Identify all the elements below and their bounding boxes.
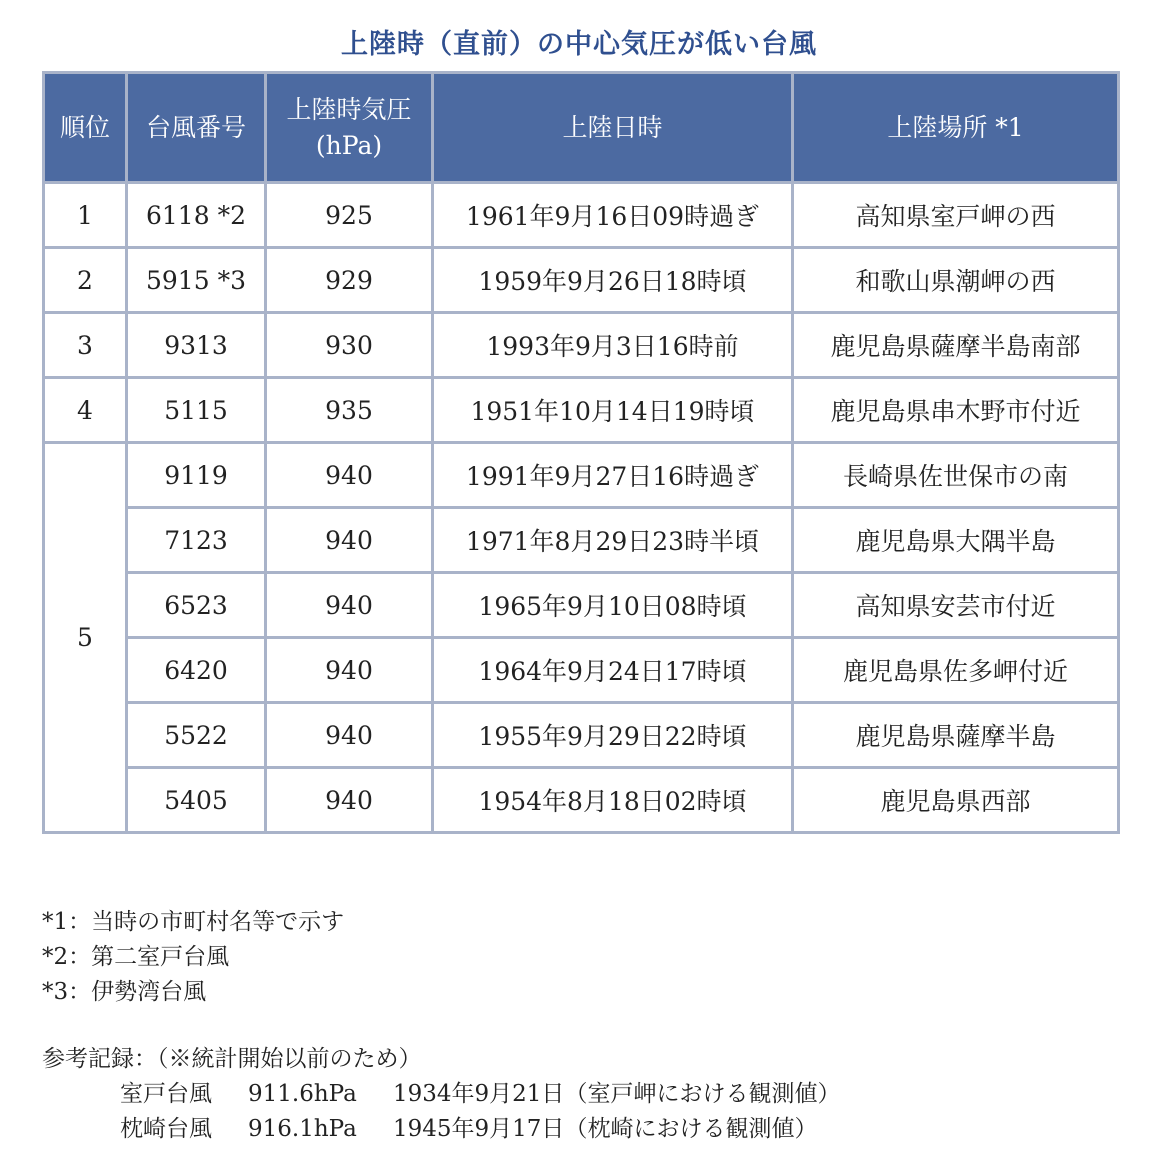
- header-pressure-unit: (hPa): [315, 130, 383, 160]
- datetime-cell: 1965年9月10日08時頃: [433, 573, 793, 638]
- reference-name: 枕崎台風: [120, 1116, 212, 1142]
- reference-item: [42, 1112, 840, 1147]
- datetime-cell: 1959年9月26日18時頃: [433, 248, 793, 313]
- reference-date: 1945年9月17日: [393, 1116, 565, 1142]
- header-rank: 順位: [44, 73, 127, 183]
- rank-cell: 5: [44, 443, 127, 833]
- pressure-cell: 940: [266, 443, 433, 508]
- table-row: [44, 768, 1119, 833]
- datetime-cell: 1971年8月29日23時半頃: [433, 508, 793, 573]
- table-row: [44, 313, 1119, 378]
- header-pressure: [266, 73, 433, 183]
- typhoon-number-cell: 5405: [127, 768, 266, 833]
- reference-date: 1934年9月21日: [393, 1081, 565, 1107]
- table-row: [44, 508, 1119, 573]
- place-cell: 高知県安芸市付近: [793, 573, 1119, 638]
- rank-cell: 1: [44, 183, 127, 248]
- reference-note: （枕崎における観測値）: [564, 1116, 818, 1142]
- footnotes: [42, 905, 344, 1010]
- pressure-cell: 940: [266, 768, 433, 833]
- typhoon-number-cell: 6420: [127, 638, 266, 703]
- rank-cell: 4: [44, 378, 127, 443]
- reference-item: [42, 1077, 840, 1112]
- pressure-cell: 935: [266, 378, 433, 443]
- datetime-cell: 1955年9月29日22時頃: [433, 703, 793, 768]
- datetime-cell: 1964年9月24日17時頃: [433, 638, 793, 703]
- table-row: [44, 638, 1119, 703]
- pressure-cell: 929: [266, 248, 433, 313]
- footnote-1: *1：当時の市町村名等で示す: [42, 909, 345, 935]
- typhoon-number-cell: 9313: [127, 313, 266, 378]
- rank-cell: 2: [44, 248, 127, 313]
- table-row: [44, 183, 1119, 248]
- header-pressure-label: 上陸時気圧: [286, 94, 412, 124]
- place-cell: 鹿児島県薩摩半島: [793, 703, 1119, 768]
- pressure-cell: 930: [266, 313, 433, 378]
- place-cell: 鹿児島県薩摩半島南部: [793, 313, 1119, 378]
- datetime-cell: 1993年9月3日16時前: [433, 313, 793, 378]
- header-landfall-place: 上陸場所 *1: [793, 73, 1119, 183]
- typhoon-number-cell: 5522: [127, 703, 266, 768]
- place-cell: 鹿児島県西部: [793, 768, 1119, 833]
- typhoon-number-cell: 5115: [127, 378, 266, 443]
- page-title: 上陸時（直前）の中心気圧が低い台風: [341, 29, 817, 60]
- place-cell: 和歌山県潮岬の西: [793, 248, 1119, 313]
- place-cell: 鹿児島県佐多岬付近: [793, 638, 1119, 703]
- datetime-cell: 1954年8月18日02時頃: [433, 768, 793, 833]
- reference-pressure: 916.1hPa: [248, 1116, 357, 1142]
- reference-records: [42, 1042, 840, 1147]
- footnote-3: *3：伊勢湾台風: [42, 979, 207, 1005]
- rank-cell: 3: [44, 313, 127, 378]
- reference-name: 室戸台風: [120, 1081, 212, 1107]
- typhoon-number-cell: 5915 *3: [127, 248, 266, 313]
- table-row: [44, 443, 1119, 508]
- header-landfall-datetime: 上陸日時: [433, 73, 793, 183]
- datetime-cell: 1991年9月27日16時過ぎ: [433, 443, 793, 508]
- typhoon-number-cell: 9119: [127, 443, 266, 508]
- typhoon-number-cell: 6118 *2: [127, 183, 266, 248]
- place-cell: 長崎県佐世保市の南: [793, 443, 1119, 508]
- place-cell: 鹿児島県串木野市付近: [793, 378, 1119, 443]
- pressure-cell: 940: [266, 638, 433, 703]
- pressure-cell: 940: [266, 508, 433, 573]
- reference-note: （室戸岬における観測値）: [564, 1081, 841, 1107]
- typhoon-number-cell: 6523: [127, 573, 266, 638]
- reference-heading: 参考記録：（※統計開始以前のため）: [42, 1046, 422, 1072]
- place-cell: 高知県室戸岬の西: [793, 183, 1119, 248]
- reference-pressure: 911.6hPa: [248, 1081, 357, 1107]
- pressure-cell: 925: [266, 183, 433, 248]
- table-row: [44, 248, 1119, 313]
- typhoon-number-cell: 7123: [127, 508, 266, 573]
- datetime-cell: 1961年9月16日09時過ぎ: [433, 183, 793, 248]
- datetime-cell: 1951年10月14日19時頃: [433, 378, 793, 443]
- table-header-row: [44, 73, 1119, 183]
- header-typhoon-number: 台風番号: [127, 73, 266, 183]
- table-row: [44, 573, 1119, 638]
- table-row: [44, 378, 1119, 443]
- footnote-2: *2：第二室戸台風: [42, 944, 230, 970]
- pressure-cell: 940: [266, 573, 433, 638]
- place-cell: 鹿児島県大隅半島: [793, 508, 1119, 573]
- pressure-cell: 940: [266, 703, 433, 768]
- typhoon-ranking-table: [42, 71, 1120, 834]
- table-row: [44, 703, 1119, 768]
